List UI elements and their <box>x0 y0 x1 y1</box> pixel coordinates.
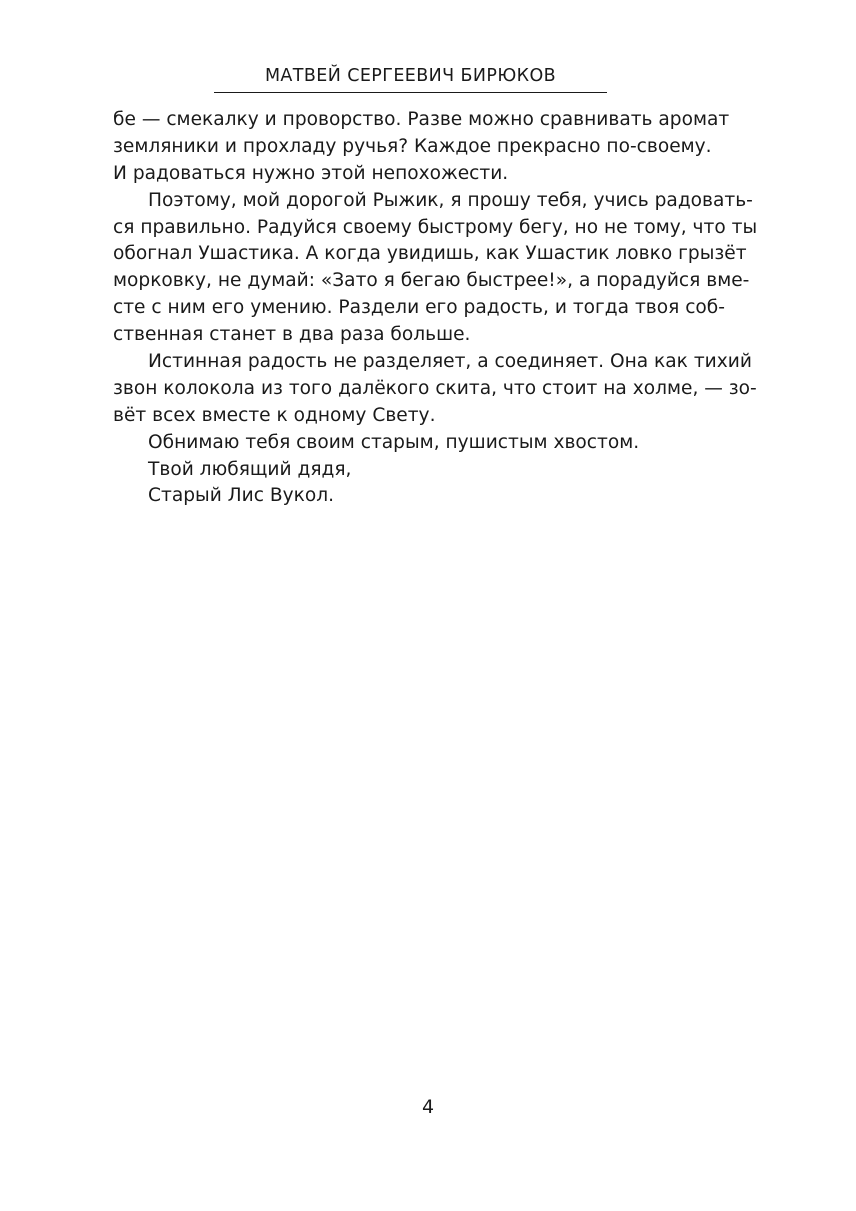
text-line: Истинная радость не разделяет, а соединяет. Она как тихий <box>148 351 752 373</box>
text-line: земляники и прохладу ручья? Каждое прекрасно по-своему. <box>113 135 712 157</box>
running-header-author: МАТВЕЙ СЕРГЕЕВИЧ БИРЮКОВ <box>214 64 607 93</box>
text-line: Обнимаю тебя своим старым, пушистым хвостом. <box>148 431 640 453</box>
body-text <box>113 107 758 510</box>
text-line: И радоваться нужно этой непохожести. <box>113 162 509 184</box>
text-line: бе — смекалку и проворство. Разве можно сравнивать аромат <box>113 109 730 130</box>
text-line: Твой любящий дядя, <box>148 458 352 480</box>
text-line: Старый Лис Вукол. <box>148 485 335 507</box>
text-line: морковку, не думай: «Зато я бегаю быстрее!», а порадуйся вме- <box>113 270 750 292</box>
text-line: ственная станет в два раза больше. <box>113 324 471 346</box>
text-line: Поэтому, мой дорогой Рыжик, я прошу тебя, учись радовать- <box>148 189 753 211</box>
text-line: звон колокола из того далёкого скита, что стоит на холме, — зо- <box>113 377 757 399</box>
page-number: 4 <box>421 1096 435 1118</box>
text-line: сте с ним его умению. Раздели его радость, и тогда твоя соб- <box>113 297 725 319</box>
text-line: ся правильно. Радуйся своему быстрому бегу, но не тому, что ты <box>113 216 758 238</box>
text-line: обогнал Ушастика. А когда увидишь, как Ушастик ловко грызёт <box>113 243 747 265</box>
text-line: вёт всех вместе к одному Свету. <box>113 404 436 426</box>
